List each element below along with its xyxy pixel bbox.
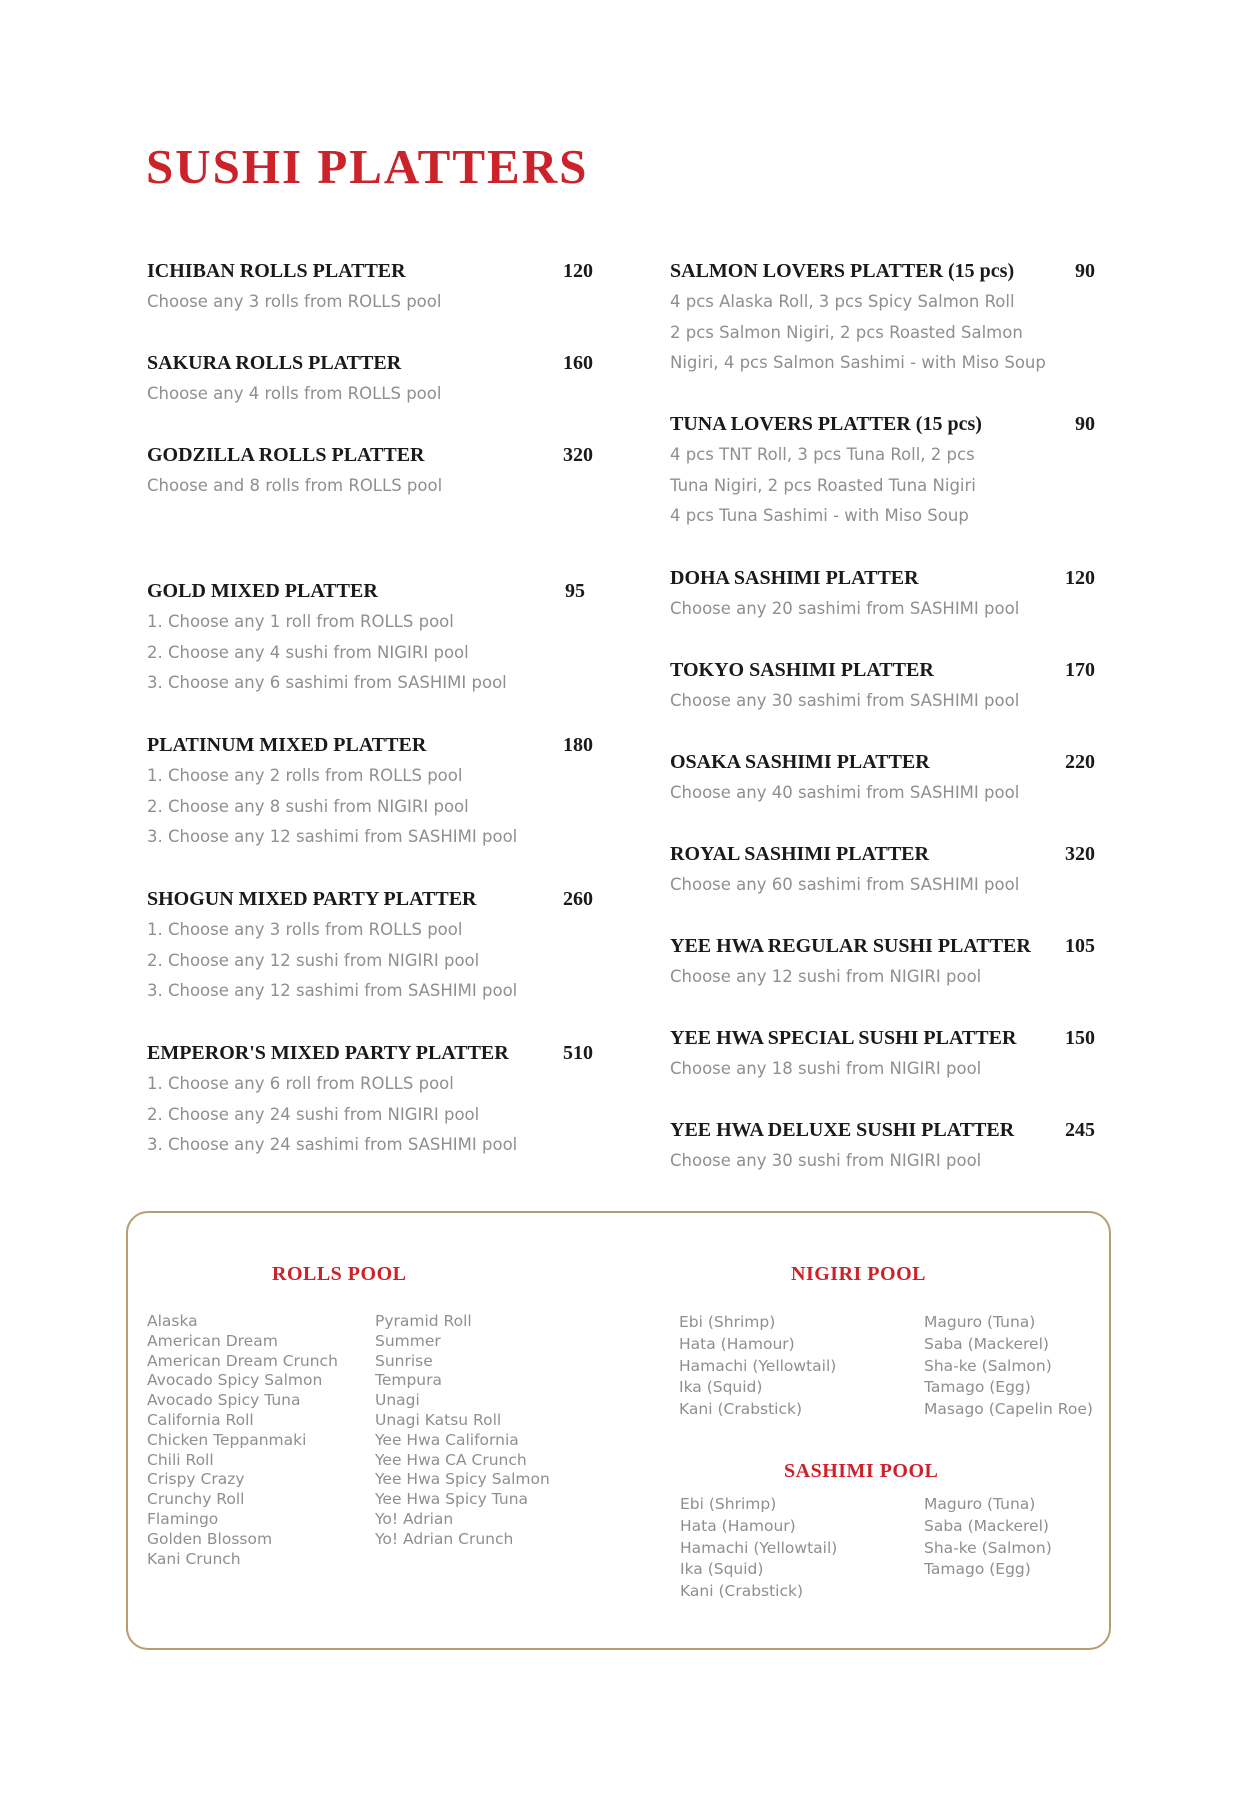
list-item: Masago (Capelin Roe) <box>924 1400 1093 1419</box>
platter-name: OSAKA SASHIMI PLATTER <box>670 751 930 773</box>
platter-line: Choose any 18 sushi from NIGIRI pool <box>670 1059 982 1078</box>
platter-line: Choose and 8 rolls from ROLLS pool <box>147 476 443 495</box>
nigiri-pool-title: NIGIRI POOL <box>791 1263 926 1285</box>
platter-name: SAKURA ROLLS PLATTER <box>147 352 402 374</box>
platter-price: 220 <box>1065 751 1095 773</box>
platter-name: TOKYO SASHIMI PLATTER <box>670 659 934 681</box>
list-item: Yee Hwa Spicy Tuna <box>375 1490 529 1509</box>
list-item: Kani Crunch <box>147 1549 241 1568</box>
pool-box <box>126 1211 1111 1650</box>
platter-price: 120 <box>1065 567 1095 589</box>
list-item: Sha-ke (Salmon) <box>924 1538 1052 1557</box>
platter-tuna-lovers <box>670 409 1095 532</box>
sashimi-pool-list-2 <box>924 1494 1052 1581</box>
platter-line: Nigiri, 4 pcs Salmon Sashimi - with Miso Soup <box>670 353 1046 372</box>
platter-line: 3. Choose any 6 sashimi from SASHIMI pool <box>147 673 507 692</box>
page-title: SUSHI PLATTERS <box>146 139 589 194</box>
nigiri-pool-list-1 <box>679 1312 836 1421</box>
sashimi-pool-title: SASHIMI POOL <box>784 1460 939 1482</box>
platter-line: 3. Choose any 24 sashimi from SASHIMI pool <box>147 1135 518 1154</box>
list-item: Maguro (Tuna) <box>924 1495 1036 1513</box>
list-item: Yo! Adrian <box>375 1509 454 1528</box>
platter-price: 245 <box>1065 1119 1095 1141</box>
platter-line: Choose any 30 sushi from NIGIRI pool <box>670 1151 982 1170</box>
platter-yee-hwa-regular <box>670 931 1095 993</box>
list-item: Alaska <box>147 1312 198 1330</box>
platter-price: 95 <box>565 580 585 602</box>
list-item: Crunchy Roll <box>147 1490 245 1509</box>
list-item: Sunrise <box>375 1351 433 1370</box>
platter-name: GODZILLA ROLLS PLATTER <box>147 444 425 466</box>
platter-name: YEE HWA REGULAR SUSHI PLATTER <box>670 935 1031 957</box>
list-item: Unagi Katsu Roll <box>375 1410 502 1429</box>
platter-line: 2. Choose any 8 sushi from NIGIRI pool <box>147 796 469 816</box>
platter-line: Choose any 60 sashimi from SASHIMI pool <box>670 875 1020 894</box>
platter-line: Choose any 4 rolls from ROLLS pool <box>147 384 442 403</box>
platter-doha-sashimi <box>670 563 1095 625</box>
platter-price: 260 <box>563 888 593 910</box>
nigiri-pool-list-2 <box>924 1312 1093 1421</box>
list-item: California Roll <box>147 1410 254 1429</box>
platter-name: GOLD MIXED PLATTER <box>147 580 378 602</box>
list-item: Sha-ke (Salmon) <box>924 1356 1052 1375</box>
platter-price: 180 <box>563 734 593 756</box>
list-item: Hamachi (Yellowtail) <box>679 1356 837 1375</box>
rolls-pool-title: ROLLS POOL <box>272 1263 407 1285</box>
platter-price: 510 <box>563 1042 593 1064</box>
platter-line: Choose any 40 sashimi from SASHIMI pool <box>670 783 1020 802</box>
platter-line: 3. Choose any 12 sashimi from SASHIMI pool <box>147 981 518 1000</box>
list-item: American Dream Crunch <box>147 1351 338 1370</box>
platter-price: 150 <box>1065 1027 1095 1049</box>
list-item: Avocado Spicy Salmon <box>147 1371 323 1390</box>
list-item: Ika (Squid) <box>679 1378 763 1397</box>
list-item: Tamago (Egg) <box>924 1378 1031 1397</box>
list-item: Kani (Crabstick) <box>679 1400 803 1419</box>
platter-name: SHOGUN MIXED PARTY PLATTER <box>147 888 477 910</box>
platter-name: EMPEROR'S MIXED PARTY PLATTER <box>147 1042 509 1064</box>
platter-price: 90 <box>1075 413 1095 435</box>
platter-price: 120 <box>563 260 593 282</box>
platter-price: 90 <box>1075 260 1095 282</box>
list-item: Ika (Squid) <box>680 1560 764 1579</box>
platter-line: 1. Choose any 3 rolls from ROLLS pool <box>147 920 463 939</box>
list-item: Flamingo <box>147 1509 219 1528</box>
platter-platinum-mixed <box>147 730 593 853</box>
platter-line: 1. Choose any 2 rolls from ROLLS pool <box>147 766 463 785</box>
platter-line: 1. Choose any 6 roll from ROLLS pool <box>147 1074 454 1093</box>
list-item: Crispy Crazy <box>147 1470 245 1489</box>
platter-name: ROYAL SASHIMI PLATTER <box>670 843 929 865</box>
platter-price: 105 <box>1065 935 1095 957</box>
platter-price: 320 <box>563 444 593 466</box>
list-item: Yee Hwa CA Crunch <box>375 1450 527 1469</box>
list-item: American Dream <box>147 1331 278 1350</box>
platter-yee-hwa-special <box>670 1023 1095 1085</box>
list-item: Pyramid Roll <box>375 1312 472 1330</box>
list-item: Hamachi (Yellowtail) <box>680 1538 838 1557</box>
list-item: Tamago (Egg) <box>924 1560 1031 1579</box>
platter-line: 4 pcs Tuna Sashimi - with Miso Soup <box>670 506 969 525</box>
platter-ichiban <box>147 256 593 318</box>
list-item: Summer <box>375 1331 441 1350</box>
platter-line: Choose any 12 sushi from NIGIRI pool <box>670 967 982 986</box>
rolls-pool-list-1 <box>147 1312 338 1569</box>
platter-line: 4 pcs Alaska Roll, 3 pcs Spicy Salmon Roll <box>670 292 1015 311</box>
list-item: Yo! Adrian Crunch <box>375 1529 514 1548</box>
list-item: Chicken Teppanmaki <box>147 1430 307 1449</box>
list-item: Saba (Mackerel) <box>924 1334 1049 1353</box>
platter-price: 320 <box>1065 843 1095 865</box>
platter-osaka-sashimi <box>670 747 1095 809</box>
platter-name: DOHA SASHIMI PLATTER <box>670 567 919 589</box>
list-item: Tempura <box>375 1371 443 1390</box>
platter-royal-sashimi <box>670 839 1095 901</box>
platter-name: ICHIBAN ROLLS PLATTER <box>147 260 406 282</box>
platter-emperors-mixed <box>147 1038 593 1161</box>
platter-line: 1. Choose any 1 roll from ROLLS pool <box>147 612 454 631</box>
platter-line: 2. Choose any 4 sushi from NIGIRI pool <box>147 642 469 662</box>
list-item: Avocado Spicy Tuna <box>147 1391 301 1410</box>
platter-line: Choose any 30 sashimi from SASHIMI pool <box>670 691 1020 710</box>
platter-line: Tuna Nigiri, 2 pcs Roasted Tuna Nigiri <box>670 475 976 495</box>
platter-line: 2. Choose any 24 sushi from NIGIRI pool <box>147 1104 480 1124</box>
platter-line: 2 pcs Salmon Nigiri, 2 pcs Roasted Salmon <box>670 322 1023 342</box>
list-item: Hata (Hamour) <box>680 1516 796 1535</box>
platter-sakura <box>147 348 593 410</box>
platter-name: SALMON LOVERS PLATTER (15 pcs) <box>670 260 1015 282</box>
list-item: Saba (Mackerel) <box>924 1516 1049 1535</box>
platter-line: Choose any 3 rolls from ROLLS pool <box>147 292 442 311</box>
rolls-pool-list-2 <box>375 1312 550 1550</box>
platter-name: YEE HWA DELUXE SUSHI PLATTER <box>670 1119 1015 1141</box>
platter-name: YEE HWA SPECIAL SUSHI PLATTER <box>670 1027 1017 1049</box>
platter-price: 170 <box>1065 659 1095 681</box>
platter-salmon-lovers <box>670 256 1095 379</box>
platter-yee-hwa-deluxe <box>670 1115 1095 1177</box>
list-item: Yee Hwa Spicy Salmon <box>375 1470 550 1489</box>
platter-godzilla <box>147 440 593 502</box>
list-item: Ebi (Shrimp) <box>680 1495 777 1513</box>
list-item: Yee Hwa California <box>375 1430 519 1449</box>
platter-gold-mixed <box>147 576 585 699</box>
sashimi-pool-list-1 <box>680 1494 837 1603</box>
platter-line: 2. Choose any 12 sushi from NIGIRI pool <box>147 950 480 970</box>
platter-tokyo-sashimi <box>670 655 1095 717</box>
platter-price: 160 <box>563 352 593 374</box>
list-item: Ebi (Shrimp) <box>679 1313 776 1331</box>
platter-name: PLATINUM MIXED PLATTER <box>147 734 427 756</box>
list-item: Unagi <box>375 1391 420 1410</box>
platter-line: Choose any 20 sashimi from SASHIMI pool <box>670 599 1020 618</box>
list-item: Golden Blossom <box>147 1529 273 1548</box>
platter-name: TUNA LOVERS PLATTER (15 pcs) <box>670 413 982 435</box>
list-item: Kani (Crabstick) <box>680 1582 804 1601</box>
list-item: Chili Roll <box>147 1450 214 1469</box>
list-item: Hata (Hamour) <box>679 1334 795 1353</box>
list-item: Maguro (Tuna) <box>924 1313 1036 1331</box>
platter-shogun-mixed <box>147 884 593 1007</box>
platter-line: 4 pcs TNT Roll, 3 pcs Tuna Roll, 2 pcs <box>670 445 975 464</box>
platter-line: 3. Choose any 12 sashimi from SASHIMI pool <box>147 827 518 846</box>
